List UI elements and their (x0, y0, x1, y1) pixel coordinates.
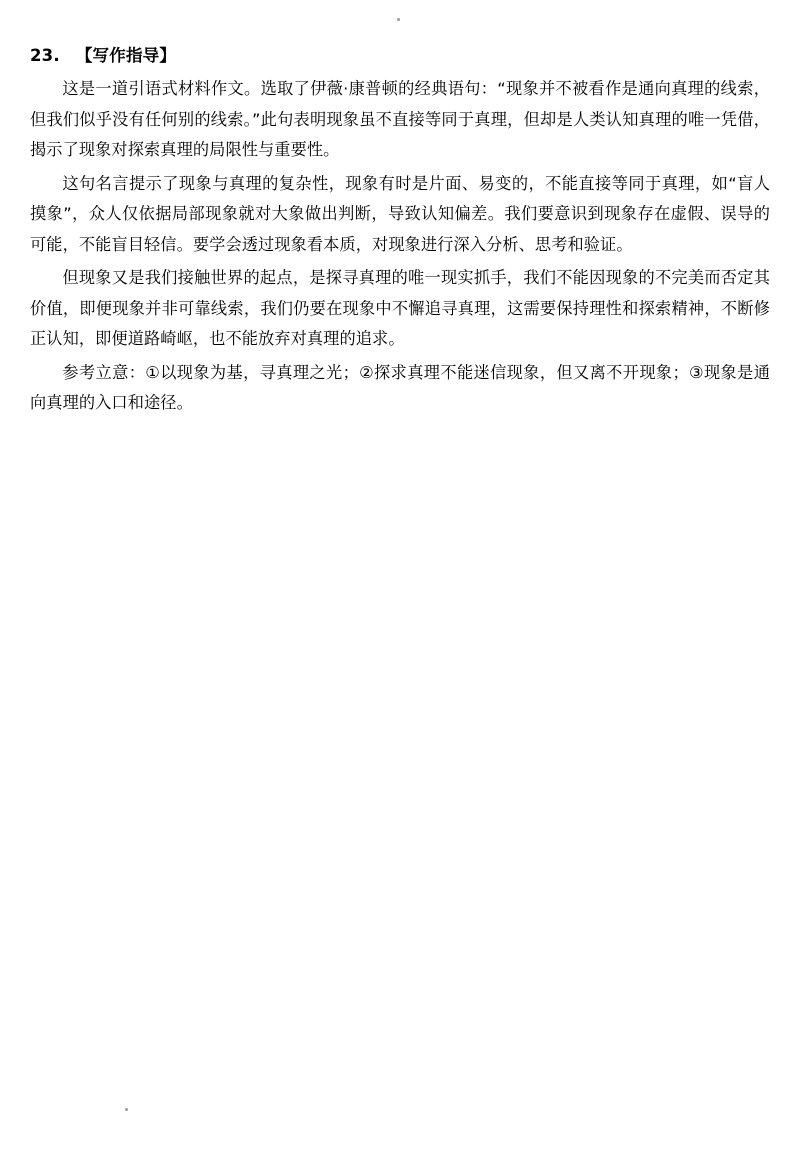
paragraph-3: 但现象又是我们接触世界的起点，是探寻真理的唯一现实抓手，我们不能因现象的不完美而否定其价值，即便现象并非可靠线索，我们仍要在现象中不懈追寻真理，这需要保持理性和探索精神，不断修正认知，即便道路崎岖，也不能放弃对真理的追求。 (30, 268, 770, 348)
paragraph-4: 参考立意：①以现象为基，寻真理之光；②探求真理不能迷信现象，但又离不开现象；③现象是通向真理的入口和途径。 (30, 362, 770, 412)
heading-title: 【写作指导】 (75, 46, 177, 65)
document-content (30, 42, 770, 419)
paragraph-2: 这句名言提示了现象与真理的复杂性，现象有时是片面、易变的，不能直接等同于真理，如“盲人摸象”，众人仅依据局部现象就对大象做出判断，导致认知偏差。我们要意识到现象存在虚假、误导的可能，不能盲目轻信。要学会透过现象看本质，对现象进行深入分析、思考和验证。 (30, 173, 770, 254)
section-heading (30, 42, 770, 66)
page-mark-top-icon (397, 18, 400, 21)
paragraph-1: 这是一道引语式材料作文。选取了伊薇·康普顿的经典语句：“现象并不被看作是通向真理的线索，但我们似乎没有任何别的线索。”此句表明现象虽不直接等同于真理，但却是人类认知真理的唯一凭借，揭示了现象对探索真理的局限性与重要性。 (30, 79, 770, 159)
page-mark-bottom-icon (125, 1108, 128, 1111)
item-number: 23. (30, 46, 60, 65)
